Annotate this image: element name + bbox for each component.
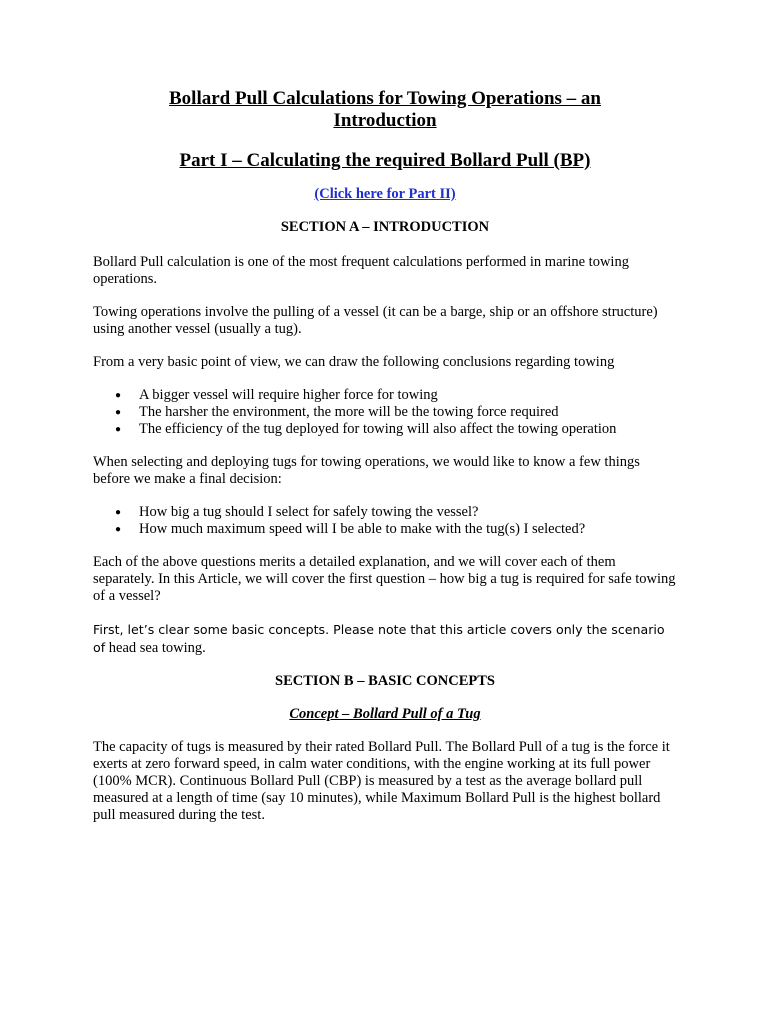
section-a-paragraph-2: Towing operations involve the pulling of a vessel (it can be a barge, ship or an offshore structure) using another vessel (usually a tug). bbox=[93, 304, 658, 337]
section-b-paragraph-1: The capacity of tugs is measured by their rated Bollard Pull. The Bollard Pull of a tug is the force it exerts at zero forward speed, in calm water conditions, with the engine working at its full power (100% MCR). Continuous Bollard Pull (CBP) is measured by a test as the average bollard pull measured at a length of time (say 10 minutes), while Maximum Bollard Pull is the highest bollard pull measured during the test. bbox=[93, 739, 670, 823]
list-item bbox=[115, 421, 677, 438]
document-title-line-1: Bollard Pull Calculations for Towing Operations – an bbox=[169, 88, 601, 109]
paragraph-6-serif-text: head sea towing. bbox=[108, 640, 206, 656]
document-title-line-2: Introduction bbox=[333, 110, 437, 131]
list-item-text: The harsher the environment, the more will be the towing force required bbox=[139, 404, 559, 420]
section-a-paragraph-6 bbox=[93, 621, 677, 657]
list-item-text: The efficiency of the tug deployed for towing will also affect the towing operation bbox=[139, 421, 617, 437]
part2-link-line bbox=[93, 186, 677, 203]
list-item bbox=[115, 521, 677, 538]
document-page bbox=[93, 88, 677, 824]
section-a-paragraph-4: When selecting and deploying tugs for towing operations, we would like to know a few things before we make a final decision: bbox=[93, 454, 640, 487]
section-a-paragraph-3: From a very basic point of view, we can draw the following conclusions regarding towing bbox=[93, 354, 615, 370]
paragraph-6-sans-text: First, let’s clear some basic concepts. Please note that this article covers only the scenario of bbox=[93, 622, 665, 655]
part2-link[interactable]: (Click here for Part II) bbox=[314, 186, 456, 202]
list-item bbox=[115, 404, 677, 421]
list-item-text: A bigger vessel will require higher force for towing bbox=[139, 387, 438, 403]
section-a-paragraph-5: Each of the above questions merits a detailed explanation, and we will cover each of them separately. In this Article, we will cover the first question – how big a tug is required for safe towing of a vessel? bbox=[93, 554, 676, 604]
document-title bbox=[93, 88, 677, 132]
section-a-heading: SECTION A – INTRODUCTION bbox=[280, 219, 490, 235]
list-item bbox=[115, 504, 677, 521]
list-item-text: How much maximum speed will I be able to make with the tug(s) I selected? bbox=[139, 521, 586, 537]
part-title: Part I – Calculating the required Bollard Pull (BP) bbox=[179, 150, 591, 171]
conclusions-list bbox=[93, 387, 677, 438]
questions-list bbox=[93, 504, 677, 538]
section-a-paragraph-1: Bollard Pull calculation is one of the most frequent calculations performed in marine towing operations. bbox=[93, 254, 629, 287]
section-b-heading: SECTION B – BASIC CONCEPTS bbox=[275, 673, 495, 689]
list-item-text: How big a tug should I select for safely towing the vessel? bbox=[139, 504, 479, 520]
bullet-icon: ● bbox=[115, 407, 122, 418]
bullet-icon: ● bbox=[115, 424, 122, 435]
list-item bbox=[115, 387, 677, 404]
bullet-icon: ● bbox=[115, 390, 122, 401]
bullet-icon: ● bbox=[115, 524, 122, 535]
bullet-icon: ● bbox=[115, 507, 122, 518]
concept-heading: Concept – Bollard Pull of a Tug bbox=[289, 706, 481, 722]
